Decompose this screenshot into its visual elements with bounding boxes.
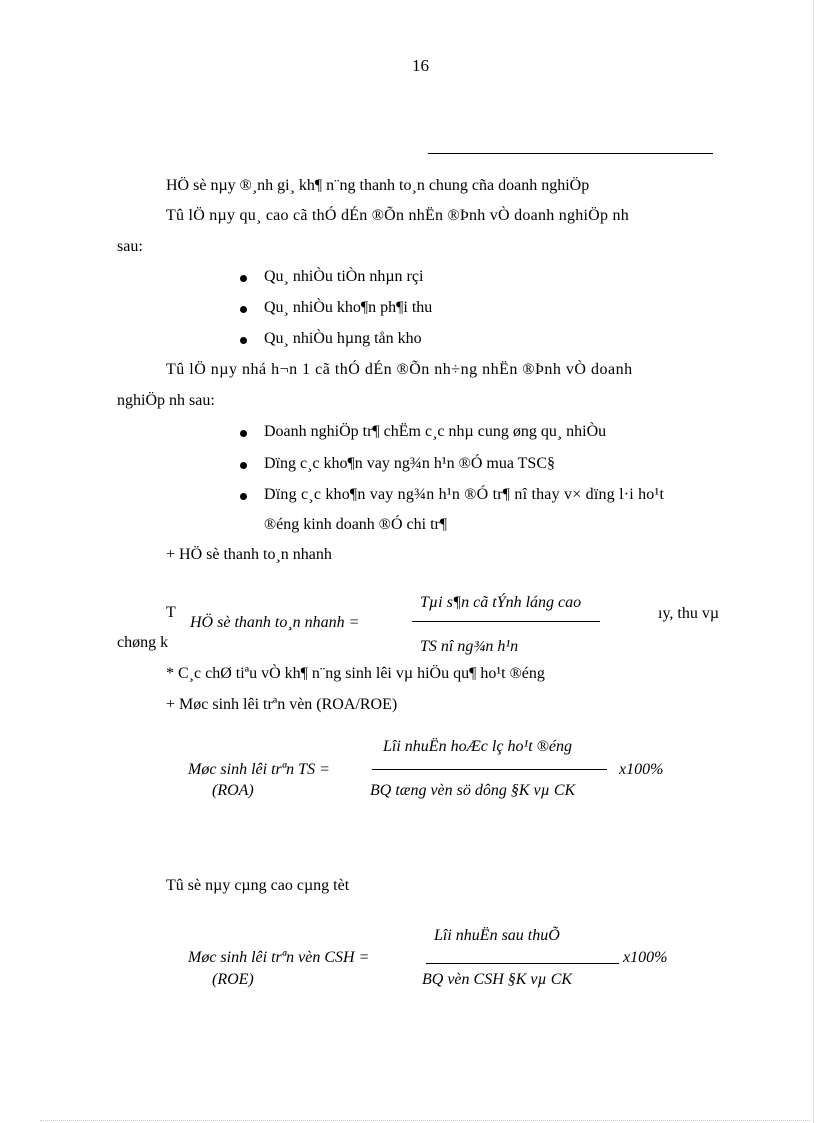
fraction-bar — [426, 963, 619, 964]
heading-quick-ratio: + HÖ sè thanh to¸n nhanh — [166, 546, 332, 563]
bullet-icon — [240, 462, 247, 469]
formula-lhs: HÖ sè thanh to¸n nhanh = — [190, 614, 360, 631]
paragraph-roe-note: Tû sè nµy cµng cao cµng tèt — [166, 877, 350, 894]
obscured-text-end: ıy, thu vµ — [658, 605, 720, 622]
formula-lhs-subscript: (ROA) — [212, 782, 254, 799]
paragraph-high-ratio-line-1: Tû lÖ nµy qu¸ cao cã thÓ dÉn ®Õn nhËn ®Þnh vÒ doanh nghiÖp nh — [166, 207, 629, 224]
bullet-icon — [240, 275, 247, 282]
obscured-text-line-2: chøng k — [117, 634, 169, 651]
heading-profitability-indicators: * C¸c chØ tiªu vÒ kh¶ n¨ng sinh lêi vµ hiÖu qu¶ ho¹t ®éng — [166, 665, 545, 682]
obscured-text-start: T — [166, 604, 176, 621]
list-item: Qu¸ nhiÒu tiÒn nhµn rçi — [264, 268, 424, 285]
formula-denominator: BQ tæng vèn sö dông §K vµ CK — [370, 782, 576, 799]
page-number: 16 — [412, 56, 429, 75]
formula-lhs: Møc sinh lêi trªn TS = — [188, 761, 330, 778]
page-bottom-marker — [40, 1120, 810, 1121]
fraction-bar — [412, 621, 600, 622]
formula-denominator: BQ vèn CSH §K vµ CK — [422, 971, 573, 988]
formula-numerator: Tµi s¶n cã tÝnh láng cao — [420, 594, 582, 611]
paragraph-high-ratio-line-2: sau: — [117, 238, 143, 255]
formula-multiplier: x100% — [619, 761, 664, 778]
list-item: Dïng c¸c kho¶n vay ng¾n h¹n ®Ó mua TSC§ — [264, 455, 555, 472]
list-item: Dïng c¸c kho¶n vay ng¾n h¹n ®Ó tr¶ nî thay v× dïng l·i ho¹t — [264, 486, 665, 503]
list-item: Qu¸ nhiÒu kho¶n ph¶i thu — [264, 299, 433, 316]
paragraph-low-ratio-line-2: nghiÖp nh sau: — [117, 392, 215, 409]
bullet-icon — [240, 430, 247, 437]
formula-denominator: TS nî ng¾n h¹n — [420, 638, 519, 655]
list-item: Qu¸ nhiÒu hµng tån kho — [264, 330, 422, 347]
bullet-icon — [240, 306, 247, 313]
page-edge-marker — [813, 0, 814, 1123]
formula-multiplier: x100% — [623, 949, 668, 966]
top-divider-line — [428, 153, 713, 154]
paragraph-liquidity-ratio: HÖ sè nµy ®¸nh gi¸ kh¶ n¨ng thanh to¸n chung cña doanh nghiÖp — [166, 177, 590, 194]
formula-lhs-subscript: (ROE) — [212, 971, 254, 988]
bullet-icon — [240, 337, 247, 344]
heading-roa-roe: + Møc sinh lêi trªn vèn (ROA/ROE) — [166, 696, 398, 713]
formula-lhs: Møc sinh lêi trªn vèn CSH = — [188, 949, 370, 966]
list-item: Doanh nghiÖp tr¶ chËm c¸c nhµ cung øng qu¸ nhiÒu — [264, 423, 607, 440]
list-item-continuation: ®éng kinh doanh ®Ó chi tr¶ — [264, 516, 448, 533]
bullet-icon — [240, 493, 247, 500]
formula-numerator: Lîi nhuËn hoÆc lç ho¹t ®éng — [383, 738, 572, 755]
formula-numerator: Lîi nhuËn sau thuÕ — [434, 927, 560, 944]
paragraph-low-ratio-line-1: Tû lÖ nµy nhá h¬n 1 cã thÓ dÉn ®Õn nh÷ng nhËn ®Þnh vÒ doanh — [166, 361, 633, 378]
fraction-bar — [372, 769, 607, 770]
